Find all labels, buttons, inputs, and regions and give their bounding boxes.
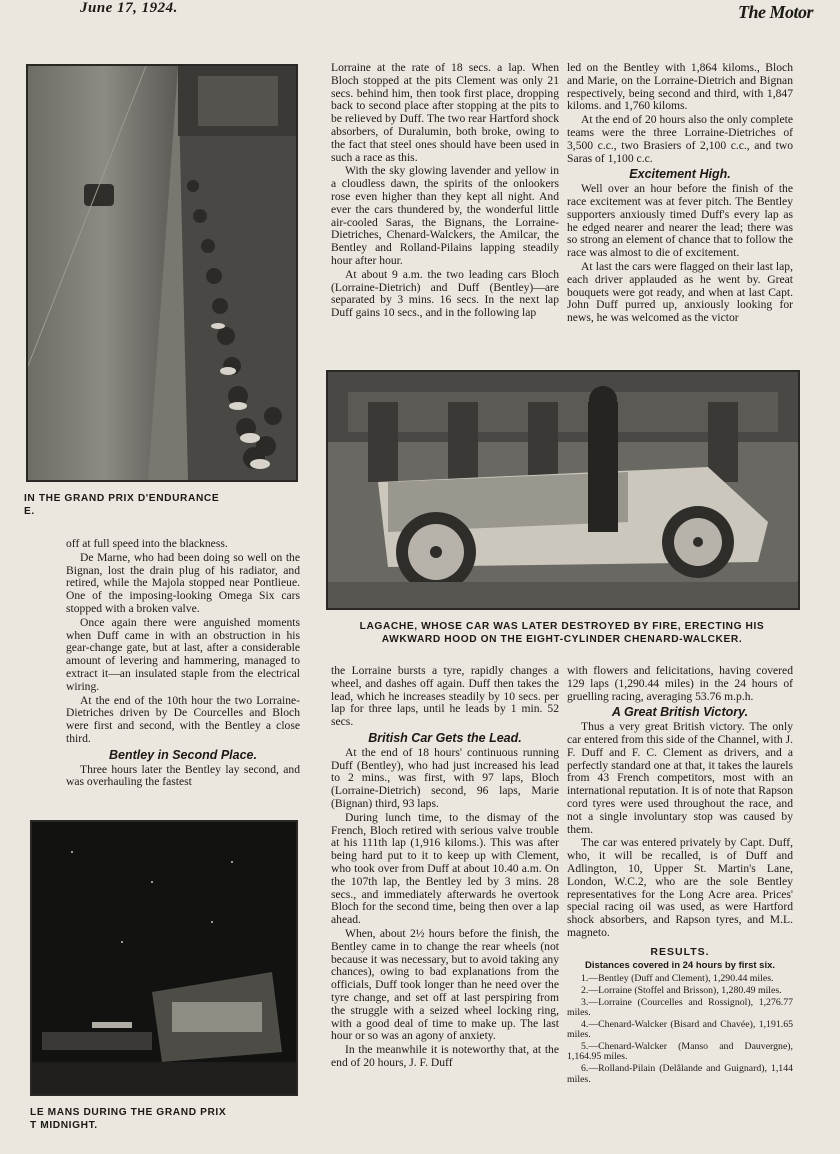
road-caption-line-1: IN THE GRAND PRIX D'ENDURANCE xyxy=(24,493,220,504)
col3-heading: Excitement High. xyxy=(629,167,731,182)
chenard-walcker-car-photo xyxy=(326,370,800,610)
column-5 xyxy=(567,665,793,1086)
car-caption-line-1: LAGACHE, WHOSE CAR WAS LATER DESTROYED BY FIRE, ERECTING HIS xyxy=(359,621,765,632)
col1-para-3: Once again there were anguished moments when Duff came in with an obstruction in his gear-change gate, but at last, after a considerable amount of levering and hammering, managed to extract it—an insulated staple from the electrical wiring. xyxy=(66,615,300,693)
car-caption-line-2: AWKWARD HOOD ON THE EIGHT-CYLINDER CHENARD-WALCKER. xyxy=(381,634,743,645)
col4-para-1: the Lorraine bursts a tyre, rapidly changes a wheel, and dashes off again. Duff then takes the lead, which he increases steadily by 10 secs. per lap for three laps, until he leads by 1 min. 52 secs. xyxy=(331,664,559,729)
col2-para-2: With the sky glowing lavender and yellow in a cloudless dawn, the spirits of the onlookers rose even higher than they kept all night. And ever the cars thundered by, the wonderful little air-cooled Saras, the Bignans, the Lorraine-Dietriches, Chenard-Walckers, the Amilcar, the Bentley and Rolland-Pilains lapping steadily hour after hour. xyxy=(331,164,559,267)
night-photo-illustration xyxy=(32,822,296,1094)
night-photo-caption xyxy=(30,1106,302,1132)
results-item: 4.—Chenard-Walcker (Bisard and Chavée), 1,191.65 miles. xyxy=(567,1018,793,1041)
col1-para-2: De Marne, who had been doing so well on the Bignan, lost the drain plug of his radiator, and retired, while the Majola stopped near Pontlieue. One of the imposing-looking Omega Six cars stopped with a broken valve. xyxy=(66,550,300,615)
col4-para-2: At the end of 18 hours' continuous running Duff (Bentley), who had just increased his lead to 2 mins., was first, with 97 laps, Bloch (Lorraine-Dietrich) second, 96 laps, Marie (Bignan) third, 93 laps. xyxy=(331,745,559,810)
col2-para-1: Lorraine at the rate of 18 secs. a lap. When Bloch stopped at the pits Clement was only 21 secs. behind him, then took first place, dropping back to second place after stopping at the pits to be relieved by Duff. The two rear Hartford shock absorbers, of Duralumin, both broke, owing to the fact that steel ones should have been used in such a race as this. xyxy=(331,61,559,164)
car-photo-illustration xyxy=(328,372,798,608)
magazine-title: The Motor xyxy=(738,2,814,22)
results-item: 5.—Chenard-Walcker (Manso and Dauvergne), 1,164.95 miles. xyxy=(567,1040,793,1063)
column-4 xyxy=(331,665,559,1071)
col3-para-3: Well over an hour before the finish of the race excitement was at fever pitch. The Bentley supporters anxiously timed Duff's every lap as he edged nearer and nearer the lead; there was so strong an element of chance that to follow the race was almost to die of excitement. xyxy=(567,182,793,260)
le-mans-night-photo xyxy=(30,820,298,1096)
col5-para-3: The car was entered privately by Capt. Duff, who, it will be recalled, is of Duff and Adlington, 10, Upper St. Martin's Lane, London, W.C.2, who are the sole Bentley representatives for the Long Acre area. Prices' special racing oil was used, as were Hartford shock absorbers, and Rapson tyres, and M.L. magneto. xyxy=(567,836,793,939)
road-photo-illustration xyxy=(28,66,296,480)
col5-para-1: with flowers and felicitations, having covered 129 laps (1,290.44 miles) in the 24 hours of gruelling racing, averaging 53.76 m.p.h. xyxy=(567,664,793,703)
results-item: 6.—Rolland-Pilain (Delâlande and Guignard), 1,144 miles. xyxy=(567,1063,793,1085)
col1-para-4: At the end of the 10th hour the two Lorraine-Dietriches driven by De Courcelles and Bloch were first and second, with the Bentley a close third. xyxy=(66,693,300,745)
col1-para-1: off at full speed into the blackness. xyxy=(66,537,228,550)
col2-para-3: At about 9 a.m. the two leading cars Bloch (Lorraine-Dietrich) and Duff (Bentley)—are separated by 3 mins. 16 secs. In the next lap Duff gains 10 secs., and in the following lap xyxy=(331,267,559,320)
column-2 xyxy=(331,62,559,321)
road-caption-line-2: E. xyxy=(24,506,35,517)
car-photo-caption xyxy=(330,620,794,646)
col3-para-4: At last the cars were flagged on their last lap, each driver applauded as he went by. Great bouquets were got ready, and when at last Capt. John Duff purred up, anxiously looking for news, he was welcomed as the victor xyxy=(567,259,793,325)
night-caption-line-1: LE MANS DURING THE GRAND PRIX xyxy=(30,1107,227,1118)
col3-para-1: led on the Bentley with 1,864 kiloms., Bloch and Marie, on the Lorraine-Dietrich and Bignan respectively, being second and third, with 1,847 kiloms. and 1,760 kiloms. xyxy=(567,61,793,113)
results-title: RESULTS. xyxy=(650,945,710,958)
col4-para-4: When, about 2½ hours before the finish, the Bentley came in to change the rear wheels (not because it was necessary, but to avoid taking any chances), owing to bad explanations from the officials, Duff took longer than he need over the tyre change, and set off at last perspiring from the struggle with a seized wheel locking ring, with a good deal of time to make up. The last hour or so was an agony of anxiety. xyxy=(331,926,559,1043)
results-item: 1.—Bentley (Duff and Clement), 1,290.44 miles. xyxy=(581,973,774,985)
col5-heading: A Great British Victory. xyxy=(611,705,749,720)
col1-para-5: Three hours later the Bentley lay second, and was overhauling the fastest xyxy=(66,762,300,789)
col4-para-3: During lunch time, to the dismay of the French, Bloch retired with serious valve trouble at his 111th lap (1,916 kiloms.). This was after being hard put to it to keep up with Clement, who took over from Duff at about 10.40 a.m. On the 107th lap, the Bentley led by 3 mins. 28 secs., and immediately afterwards he overtook Bloch for the second time, being then over a lap ahead. xyxy=(331,810,559,927)
results-item: 2.—Lorraine (Stoffel and Brisson), 1,280.49 miles. xyxy=(581,984,782,996)
issue-date: June 17, 1924. xyxy=(80,0,178,16)
col5-para-2: Thus a very great British victory. The only car entered from this side of the Channel, with J. F. Duff and F. C. Clement as drivers, and a perfectly standard one at that, it takes the laurels from 43 French competitors, most with an international reputation. It is of note that Rapson cord tyres were used throughout the race, and not a single involuntary stop was caused by them. xyxy=(567,720,793,836)
crowd-along-road-photo xyxy=(26,64,298,482)
col4-para-5: In the meanwhile it is noteworthy that, at the end of 20 hours, J. F. Duff xyxy=(331,1043,559,1069)
col4-heading: British Car Gets the Lead. xyxy=(368,730,522,745)
road-photo-caption xyxy=(24,492,296,518)
night-caption-line-2: T MIDNIGHT. xyxy=(30,1120,98,1131)
col1-heading: Bentley in Second Place. xyxy=(109,747,257,762)
results-subtitle: Distances covered in 24 hours by first six. xyxy=(584,959,776,971)
column-1 xyxy=(66,538,300,790)
results-item: 3.—Lorraine (Courcelles and Rossignol), 1,276.77 miles. xyxy=(567,996,793,1019)
col3-para-2: At the end of 20 hours also the only complete teams were the three Lorraine-Dietriches of 3,500 c.c., two Brasiers of 2,100 c.c., and two Saras of 1,100 c.c. xyxy=(567,113,793,165)
column-3 xyxy=(567,62,793,326)
